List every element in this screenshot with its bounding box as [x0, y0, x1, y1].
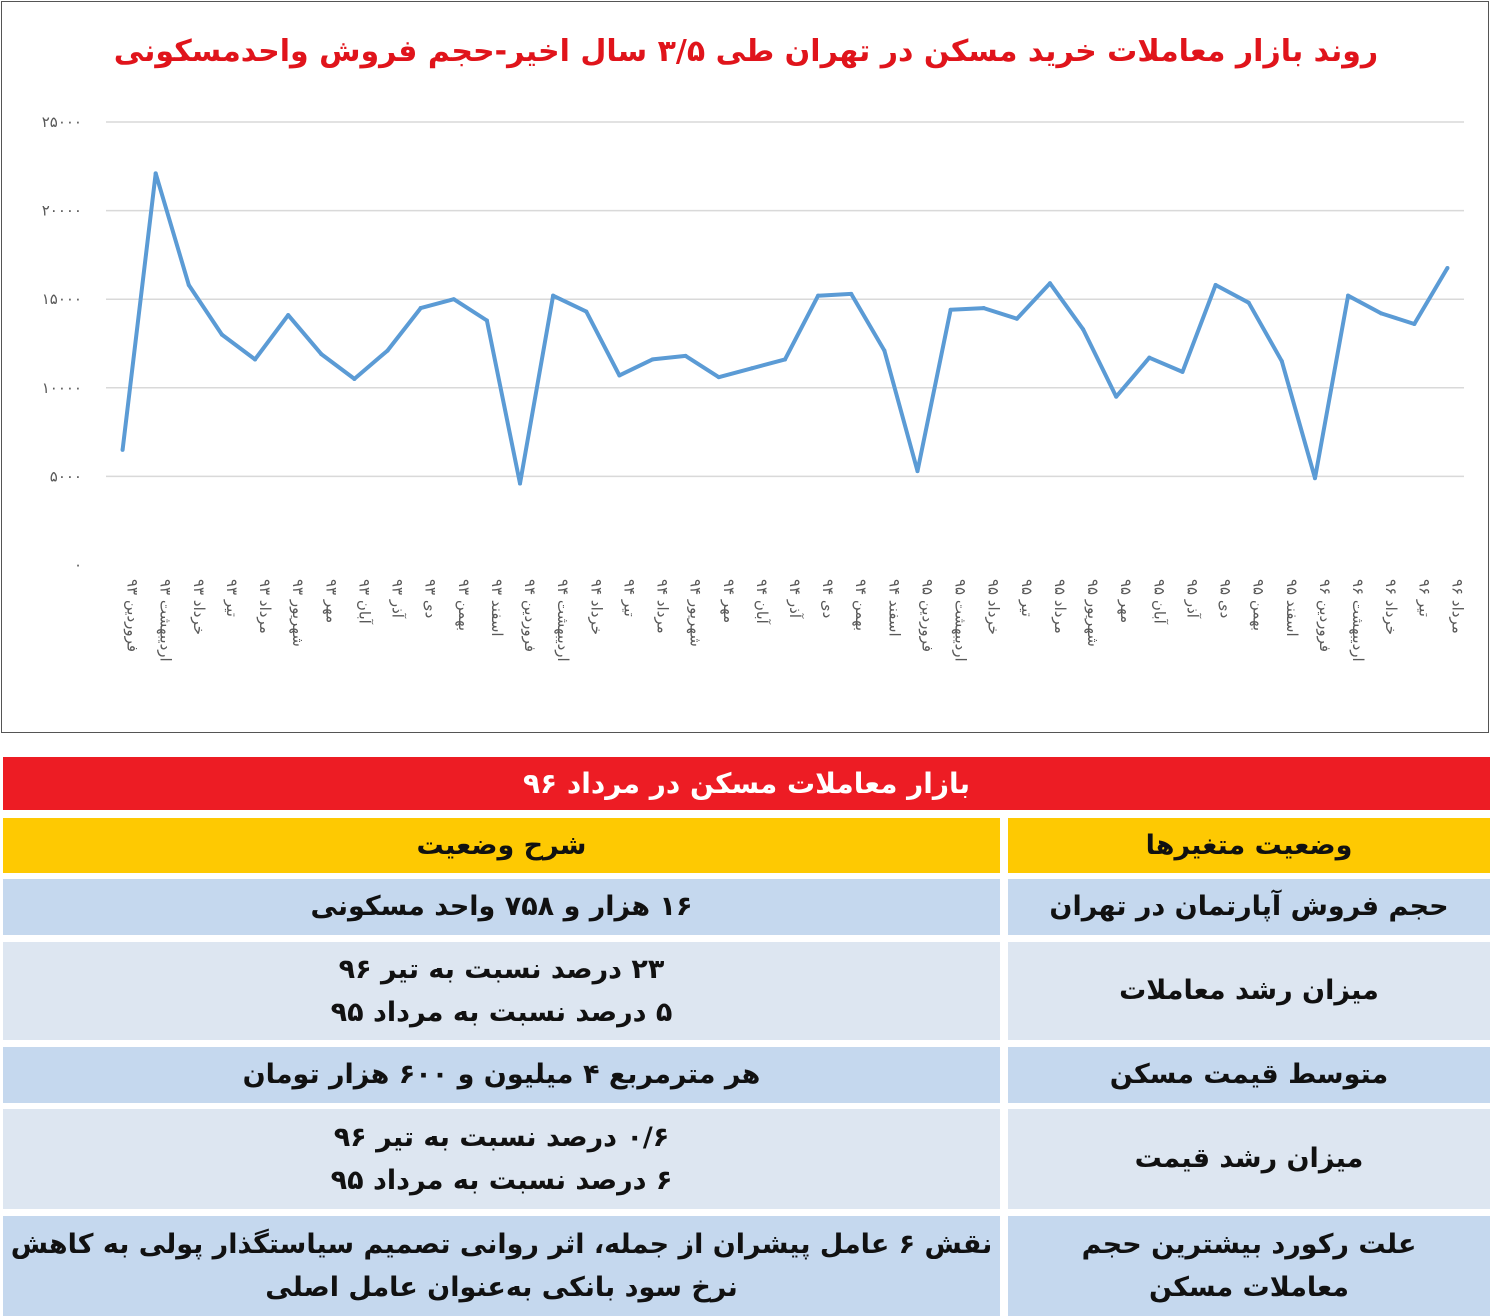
data-point — [783, 357, 787, 361]
y-tick-label: ۲۰۰۰۰ — [41, 201, 82, 220]
x-tick-label: اردیبهشت ۹۳ — [156, 579, 175, 662]
x-tick-label: بهمن ۹۳ — [454, 579, 473, 632]
data-point — [386, 349, 390, 353]
y-tick-label: ۱۰۰۰۰ — [41, 378, 82, 397]
data-point — [1147, 356, 1151, 360]
x-tick-label: اردیبهشت ۹۵ — [951, 579, 970, 662]
x-tick-label: آبان ۹۵ — [1150, 579, 1169, 624]
x-tick-label: آبان ۹۳ — [355, 579, 374, 624]
y-tick-label: ۰ — [73, 556, 82, 574]
x-tick-label: شهریور ۹۴ — [686, 579, 705, 647]
data-point — [617, 373, 621, 377]
x-tick-label: مهر ۹۴ — [719, 579, 738, 624]
x-tick-label: بهمن ۹۴ — [852, 579, 871, 632]
data-point — [584, 310, 588, 314]
x-tick-label: تیر ۹۳ — [222, 579, 241, 617]
row-5-variable: علت رکورد بیشترین حجم معاملات مسکن — [1008, 1216, 1490, 1316]
x-tick-label: فروردین ۹۴ — [521, 579, 540, 653]
x-tick-label: شهریور ۹۵ — [1084, 579, 1103, 647]
data-point — [319, 352, 323, 356]
x-tick-label: خرداد ۹۳ — [189, 579, 208, 635]
data-point — [1412, 322, 1416, 326]
x-tick-label: خرداد ۹۴ — [587, 579, 606, 635]
data-point — [419, 306, 423, 310]
data-point — [1247, 301, 1251, 305]
row-1-description: ۱۶ هزار و ۷۵۸ واحد مسکونی — [3, 879, 1000, 935]
x-tick-label: خرداد ۹۶ — [1382, 579, 1401, 635]
data-point — [452, 297, 456, 301]
header-variable: وضعیت متغیرها — [1008, 818, 1490, 873]
x-tick-label: تیر ۹۶ — [1415, 579, 1434, 617]
x-tick-label: مرداد ۹۴ — [653, 579, 672, 634]
x-tick-label: اردیبهشت ۹۶ — [1349, 579, 1368, 662]
header-description: شرح وضعیت — [3, 818, 1000, 873]
data-point — [949, 308, 953, 312]
x-tick-label: فروردین ۹۵ — [918, 579, 937, 653]
x-tick-label: مهر ۹۳ — [322, 579, 341, 624]
data-point — [882, 349, 886, 353]
data-point — [849, 292, 853, 296]
line-chart — [2, 2, 1488, 732]
x-tick-label: مرداد ۹۳ — [256, 579, 275, 634]
data-point — [518, 481, 522, 485]
data-point — [1280, 359, 1284, 363]
x-tick-label: آذر ۹۵ — [1183, 579, 1202, 618]
data-point — [485, 318, 489, 322]
data-point — [253, 357, 257, 361]
row-4-description: ۰/۶ درصد نسبت به تیر ۹۶ ۶ درصد نسبت به مرداد ۹۵ — [3, 1109, 1000, 1209]
x-tick-label: خرداد ۹۵ — [984, 579, 1003, 635]
x-tick-label: مهر ۹۵ — [1117, 579, 1136, 624]
data-point — [551, 294, 555, 298]
y-tick-label: ۱۵۰۰۰ — [41, 290, 82, 309]
x-tick-label: فروردین ۹۶ — [1315, 579, 1334, 653]
data-point — [1346, 294, 1350, 298]
data-point — [1081, 327, 1085, 331]
data-point — [1313, 476, 1317, 480]
x-tick-label: آبان ۹۴ — [752, 579, 771, 624]
data-point — [684, 354, 688, 358]
y-tick-label: ۲۵۰۰۰ — [41, 113, 82, 131]
data-point — [1114, 395, 1118, 399]
x-tick-label: مرداد ۹۶ — [1448, 579, 1467, 634]
data-point — [717, 375, 721, 379]
data-point — [1379, 311, 1383, 315]
x-tick-label: تیر ۹۵ — [1017, 579, 1036, 617]
series-line — [123, 173, 1448, 483]
data-point — [154, 171, 158, 175]
data-point — [121, 448, 125, 452]
chart-title: روند بازار معاملات خرید مسکن در تهران طی ۳/۵ سال اخیر-حجم فروش واحدمسکونی — [113, 34, 1379, 69]
data-point — [220, 333, 224, 337]
x-tick-label: دی ۹۵ — [1216, 579, 1235, 619]
data-point — [1180, 370, 1184, 374]
data-point — [982, 306, 986, 310]
x-tick-label: اردیبهشت ۹۴ — [554, 579, 573, 662]
x-tick-label: اسفند ۹۳ — [487, 579, 506, 637]
data-point — [651, 357, 655, 361]
data-point — [1048, 281, 1052, 285]
data-point — [1015, 317, 1019, 321]
data-point — [816, 294, 820, 298]
x-tick-label: بهمن ۹۵ — [1249, 579, 1268, 632]
x-tick-label: فروردین ۹۳ — [123, 579, 142, 653]
row-1-variable: حجم فروش آپارتمان در تهران — [1008, 879, 1490, 935]
data-point — [915, 469, 919, 473]
row-2-variable: میزان رشد معاملات — [1008, 942, 1490, 1040]
chart-panel — [1, 1, 1489, 733]
data-point — [1214, 283, 1218, 287]
row-4-variable: میزان رشد قیمت — [1008, 1109, 1490, 1209]
x-tick-label: دی ۹۳ — [421, 579, 440, 619]
x-tick-label: اسفند ۹۴ — [885, 579, 904, 637]
data-point — [352, 377, 356, 381]
row-5-description: نقش ۶ عامل پیشران از جمله، اثر روانی تصمیم سیاستگذار پولی به کاهش نرخ سود بانکی به‌عنوان عامل اصلی — [3, 1216, 1000, 1316]
row-2-description: ۲۳ درصد نسبت به تیر ۹۶ ۵ درصد نسبت به مرداد ۹۵ — [3, 942, 1000, 1040]
x-tick-label: آذر ۹۴ — [786, 579, 804, 618]
data-point — [750, 366, 754, 370]
x-tick-label: اسفند ۹۵ — [1282, 579, 1301, 637]
x-tick-label: مرداد ۹۵ — [1050, 579, 1069, 634]
data-point — [1445, 266, 1449, 270]
x-tick-label: تیر ۹۴ — [620, 579, 639, 617]
row-3-description: هر مترمربع ۴ میلیون و ۶۰۰ هزار تومان — [3, 1047, 1000, 1103]
y-tick-label: ۵۰۰۰ — [49, 467, 82, 486]
row-3-variable: متوسط قیمت مسکن — [1008, 1047, 1490, 1103]
data-point — [187, 283, 191, 287]
data-point — [286, 313, 290, 317]
x-tick-label: دی ۹۴ — [819, 579, 838, 619]
x-tick-label: آذر ۹۳ — [388, 579, 407, 618]
table-title: بازار معاملات مسکن در مرداد ۹۶ — [3, 757, 1490, 810]
x-tick-label: شهریور ۹۳ — [289, 579, 308, 647]
